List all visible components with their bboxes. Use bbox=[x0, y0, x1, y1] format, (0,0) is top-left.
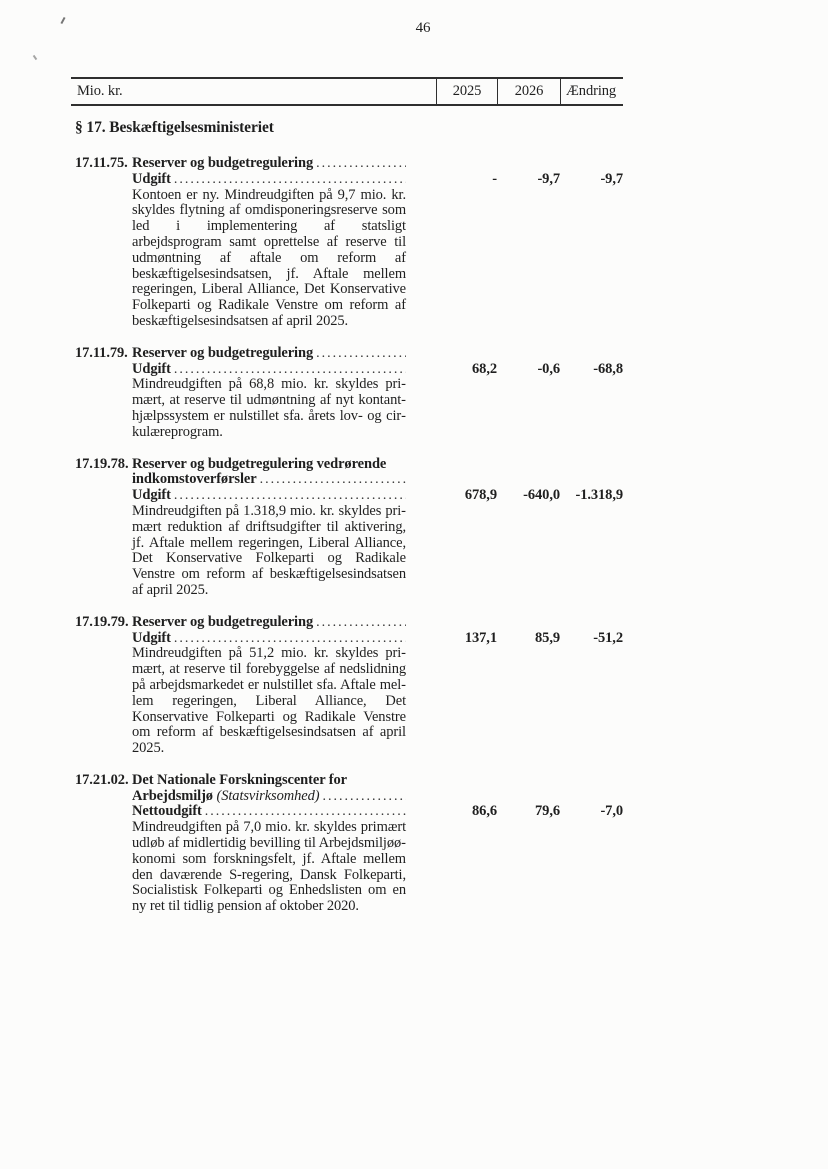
dot-leader bbox=[174, 631, 406, 647]
entry-label: Udgift bbox=[132, 170, 171, 187]
section-title-line bbox=[132, 472, 406, 488]
section-title-line bbox=[132, 457, 406, 473]
section-title-line bbox=[132, 773, 406, 789]
value-change: -51,2 bbox=[593, 629, 623, 646]
dot-leader bbox=[323, 789, 407, 805]
value-2026: -9,7 bbox=[537, 170, 560, 187]
section-body: Mindreudgiften på 7,0 mio. kr. skyldes primært udløb af midlertidig bevilling til Arbejdsmiljøøkonomi som forskningsfelt, jf. Aftale mellem den daværende S-regering, Dansk Folkeparti, Socialistisk Folkeparti og Enhedslisten om en ny ret til tidlig pension af oktober 2020. bbox=[132, 819, 406, 915]
section-title-italic: (Statsvirksomhed) bbox=[216, 787, 320, 804]
unit-label: Mio. kr. bbox=[77, 82, 123, 99]
entry-line bbox=[132, 360, 623, 378]
section-title-text: indkomstoverførsler bbox=[132, 471, 257, 488]
sections bbox=[75, 156, 828, 931]
budget-table-header bbox=[71, 77, 623, 106]
value-2025: 137,1 bbox=[464, 629, 497, 646]
section-title-text: Reserver og budgetregulering bbox=[132, 344, 314, 361]
value-2026: -640,0 bbox=[523, 487, 560, 504]
chapter-heading: § 17. Beskæftigelsesministeriet bbox=[75, 119, 274, 136]
value-2025: 86,6 bbox=[472, 803, 497, 820]
section-code: 17.19.78. bbox=[75, 455, 129, 472]
section-title bbox=[132, 156, 406, 172]
section-title-line bbox=[132, 346, 406, 362]
section-title-text: Reserver og budgetregulering bbox=[132, 613, 314, 630]
section-code: 17.11.79. bbox=[75, 344, 128, 361]
page-number: 46 bbox=[415, 20, 431, 36]
section-code: 17.11.75. bbox=[75, 155, 128, 171]
value-change: -7,0 bbox=[600, 803, 623, 820]
section-body: Kontoen er ny. Mindreudgiften på 9,7 mio. kr. skyldes flytning af omdisponeringsreserve som led i implementering af statsligt arbejdsprogram samt oprettelse af reserve til udmøntning af aftale om reform af beskæftigelsesindsatsen, jf. Aftale mellem regeringen, Liberal Alliance, Det Konservative Folkeparti og Radikale Venstre om reform af beskæftigelsesindsatsen af april 2025. bbox=[132, 186, 406, 329]
column-header-2025: 2025 bbox=[436, 79, 497, 104]
budget-section bbox=[75, 156, 828, 330]
column-header-2026: 2026 bbox=[497, 79, 560, 104]
dot-leader bbox=[316, 346, 406, 362]
budget-section bbox=[75, 457, 828, 599]
section-title-text: Det Nationale Forskningscenter for bbox=[132, 771, 348, 788]
section-code: 17.19.79. bbox=[75, 613, 129, 630]
entry-label: Nettoudgift bbox=[132, 803, 202, 820]
section-title-line bbox=[132, 615, 406, 631]
dot-leader bbox=[205, 804, 406, 820]
budget-section bbox=[75, 773, 828, 915]
dot-leader bbox=[174, 362, 406, 378]
budget-section bbox=[75, 615, 828, 757]
section-title bbox=[132, 773, 406, 805]
dot-leader bbox=[316, 615, 406, 631]
dot-leader bbox=[174, 172, 406, 188]
section-body: Mindreudgiften på 68,8 mio. kr. skyldes primært, at reserve til udmøntning af nyt kontanthjælpssystem er nulstillet sfa. årets lov- og cirkulæreprogram. bbox=[132, 376, 406, 440]
entry-line bbox=[132, 629, 623, 647]
dot-leader bbox=[260, 472, 406, 488]
value-2026: -0,6 bbox=[537, 360, 560, 377]
entry-label: Udgift bbox=[132, 629, 171, 646]
section-title-text: Arbejdsmiljø bbox=[132, 787, 217, 804]
section-title-line bbox=[132, 156, 406, 172]
section-body: Mindreudgiften på 51,2 mio. kr. skyldes primært, at reserve til forebyggelse af nedslidning på arbejdsmarkedet er nulstillet sfa. Aftale mellem regeringen, Liberal Alliance, Det Konservative Folkeparti og Radikale Venstre om reform af beskæftigelsesindsatsen af april 2025. bbox=[132, 645, 406, 757]
section-title bbox=[132, 457, 406, 489]
entry-label: Udgift bbox=[132, 487, 171, 504]
value-change: -1.318,9 bbox=[575, 487, 623, 504]
value-change: -9,7 bbox=[600, 170, 623, 187]
value-2025: - bbox=[492, 170, 497, 187]
section-title bbox=[132, 346, 406, 362]
value-change: -68,8 bbox=[593, 360, 623, 377]
scan-speck bbox=[33, 55, 38, 60]
entry-line bbox=[132, 487, 623, 504]
section-code: 17.21.02. bbox=[75, 771, 129, 788]
section-body: Mindreudgiften på 1.318,9 mio. kr. skyldes primært reduktion af driftsudgifter til aktivering, jf. Aftale mellem regeringen, Liberal Alliance, Det Konservative Folkeparti og Radikale Venstre om reform af beskæftigelsesindsatsen af april 2025. bbox=[132, 502, 406, 598]
value-2026: 79,6 bbox=[535, 803, 560, 820]
entry-line bbox=[132, 170, 623, 188]
dot-leader bbox=[174, 488, 406, 504]
entry-label: Udgift bbox=[132, 360, 171, 377]
section-title bbox=[132, 615, 406, 631]
value-2025: 68,2 bbox=[472, 360, 497, 377]
value-2025: 678,9 bbox=[464, 487, 497, 504]
entry-line bbox=[132, 803, 623, 820]
column-header-change: Ændring bbox=[560, 79, 623, 104]
section-title-text: Reserver og budgetregulering vedrørende bbox=[132, 455, 387, 472]
value-2026: 85,9 bbox=[535, 629, 560, 646]
section-title-text: Reserver og budgetregulering bbox=[132, 155, 314, 171]
section-title-line bbox=[132, 789, 406, 805]
budget-section bbox=[75, 346, 828, 441]
dot-leader bbox=[316, 156, 406, 172]
